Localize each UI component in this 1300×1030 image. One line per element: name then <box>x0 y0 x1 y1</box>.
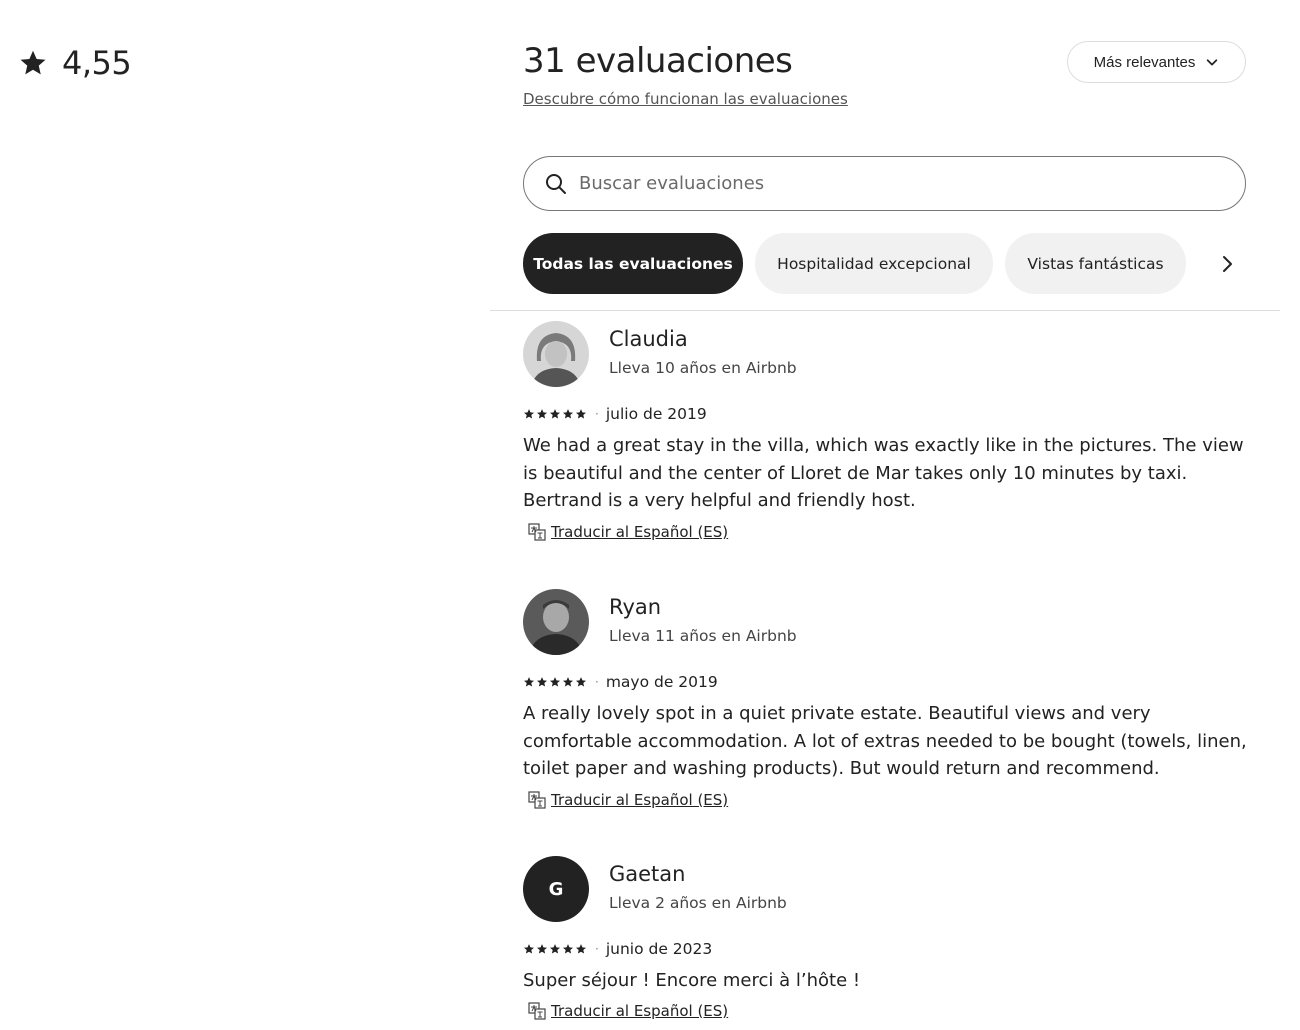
review-text: Super séjour ! Encore merci à l’hôte ! <box>523 970 861 991</box>
translate-label: Traducir al Español (ES) <box>551 791 729 809</box>
star-icon <box>562 408 574 420</box>
star-icon <box>523 676 535 688</box>
review-meta <box>523 405 707 423</box>
reviewer-name: Gaetan <box>609 862 686 886</box>
separator-dot: · <box>595 407 599 421</box>
reviewer-name: Ryan <box>609 595 662 619</box>
translate-link[interactable] <box>523 791 728 809</box>
star-icon <box>523 408 535 420</box>
search-icon <box>544 172 568 196</box>
translate-link[interactable] <box>523 1002 728 1020</box>
filter-chip-fantastic-views[interactable]: Vistas fantásticas <box>1005 233 1186 294</box>
search-reviews-input[interactable] <box>579 173 1199 194</box>
translate-link[interactable] <box>523 523 728 541</box>
review-text: We had a great stay in the villa, which was exactly like in the pictures. The view is beautiful and the center of Lloret de Mar takes only 10 minutes by taxi. Bertrand is a very helpful and friendly host. <box>523 435 1244 511</box>
review-date: julio de 2019 <box>605 405 707 423</box>
star-icon <box>575 408 587 420</box>
review-date: mayo de 2019 <box>605 673 718 691</box>
translate-label: Traducir al Español (ES) <box>551 523 729 541</box>
chevron-right-icon <box>1219 254 1235 274</box>
avatar[interactable] <box>523 589 589 655</box>
divider <box>490 310 1280 311</box>
overall-rating <box>18 44 131 82</box>
star-icon <box>562 943 574 955</box>
filter-chip-all-reviews[interactable]: Todas las evaluaciones <box>523 233 743 294</box>
star-icon <box>549 943 561 955</box>
sort-dropdown[interactable] <box>1067 41 1246 83</box>
reviewer-tenure: Lleva 11 años en Airbnb <box>609 627 797 645</box>
star-icon <box>523 943 535 955</box>
star-icon <box>549 408 561 420</box>
star-icon <box>562 676 574 688</box>
reviewer-name: Claudia <box>609 327 688 351</box>
search-bar <box>523 156 1246 211</box>
chevron-down-icon <box>1205 55 1219 69</box>
separator-dot: · <box>595 675 599 689</box>
star-icon <box>18 48 48 78</box>
star-icon <box>536 676 548 688</box>
star-icon <box>536 408 548 420</box>
reviewer-tenure: Lleva 2 años en Airbnb <box>609 894 787 912</box>
review-meta <box>523 673 718 691</box>
filter-chip-exceptional-hospitality[interactable]: Hospitalidad excepcional <box>755 233 993 294</box>
star-icon <box>575 943 587 955</box>
avatar[interactable] <box>523 856 589 922</box>
review-text: A really lovely spot in a quiet private estate. Beautiful views and very comfortable accommodation. A lot of extras needed to be bought (towels, linen, toilet paper and washing products). But would return and recommend. <box>523 703 1247 779</box>
star-rating <box>523 943 587 955</box>
filter-chips <box>523 233 1253 294</box>
star-icon <box>549 676 561 688</box>
avatar[interactable] <box>523 321 589 387</box>
star-rating <box>523 676 587 688</box>
sort-label: Más relevantes <box>1093 53 1196 71</box>
avatar-initial: G <box>548 878 564 900</box>
learn-how-reviews-work-link[interactable]: Descubre cómo funcionan las evaluaciones <box>523 90 848 108</box>
translate-icon <box>528 791 546 809</box>
chips-next-button[interactable] <box>1201 233 1253 294</box>
review-date: junio de 2023 <box>605 940 713 958</box>
star-icon <box>575 676 587 688</box>
review-meta <box>523 940 712 958</box>
translate-icon <box>528 523 546 541</box>
reviews-title: 31 evaluaciones <box>523 41 793 81</box>
overall-rating-value: 4,55 <box>62 44 132 82</box>
star-icon <box>536 943 548 955</box>
star-rating <box>523 408 587 420</box>
translate-label: Traducir al Español (ES) <box>551 1002 729 1020</box>
reviewer-tenure: Lleva 10 años en Airbnb <box>609 359 797 377</box>
separator-dot: · <box>595 942 599 956</box>
translate-icon <box>528 1002 546 1020</box>
